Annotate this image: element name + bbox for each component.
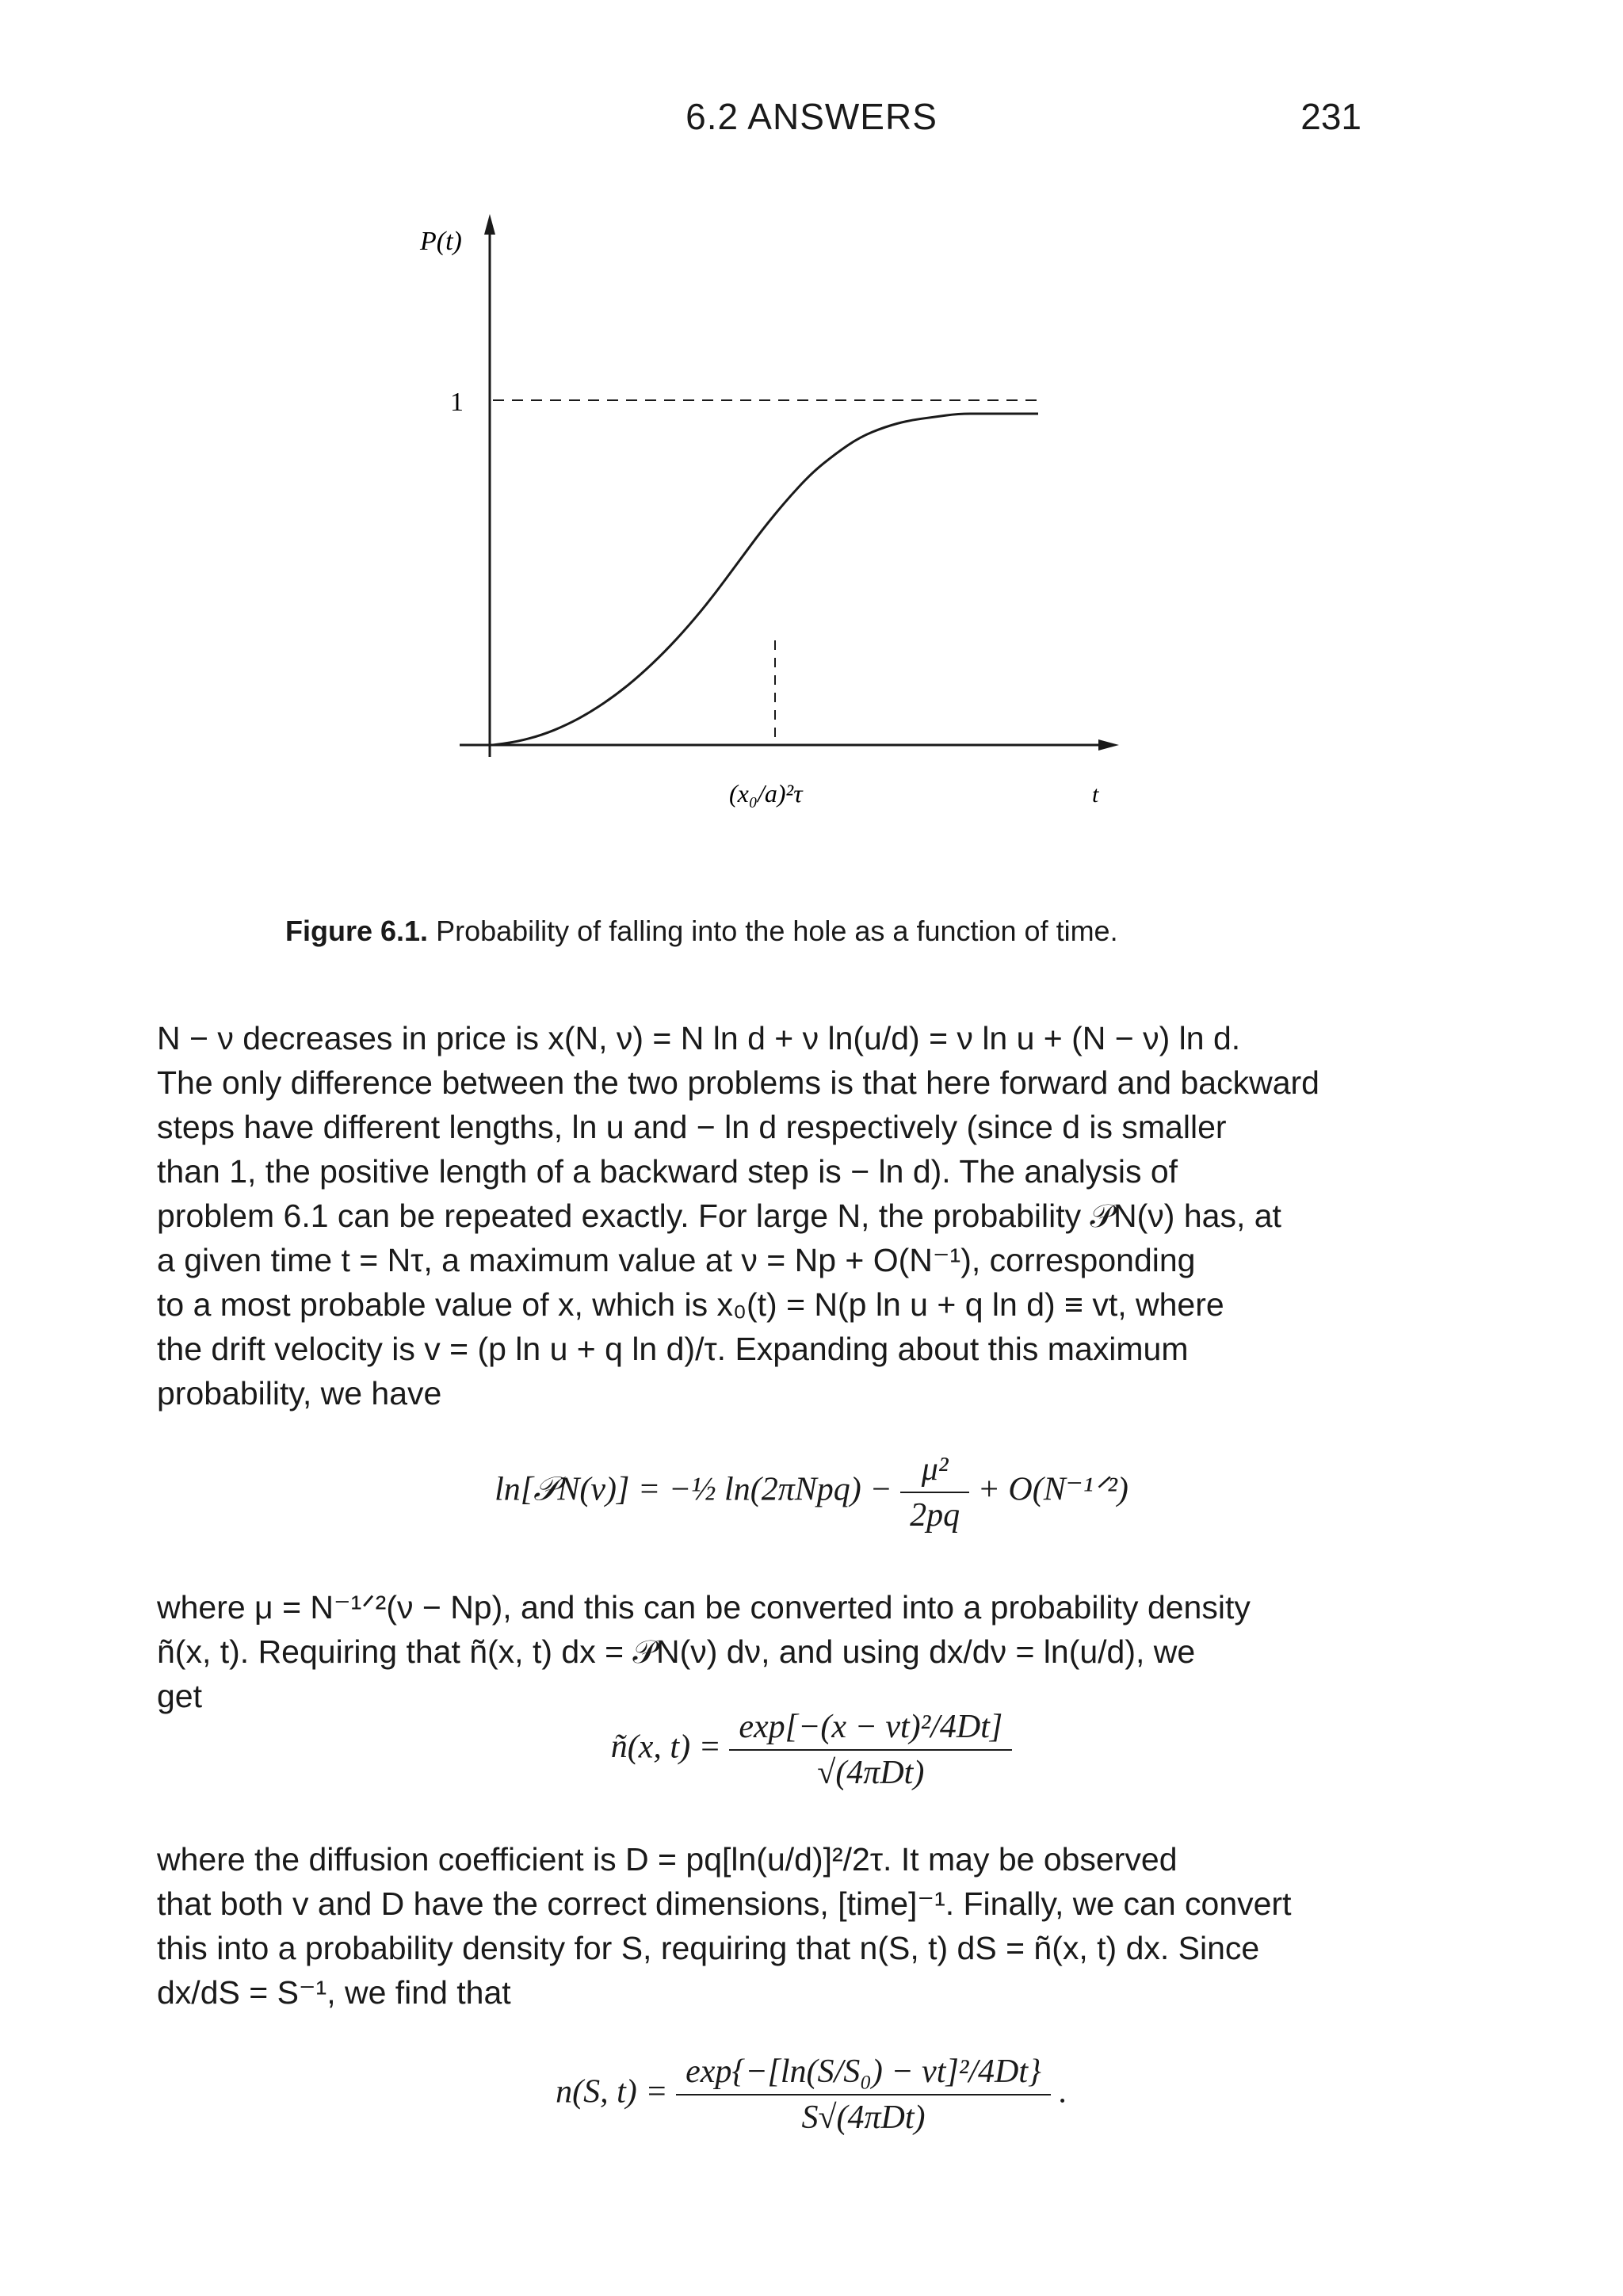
eq2-numerator: exp[−(x − vt)²/4Dt] — [729, 1708, 1012, 1751]
eq3-numerator: exp{−[ln(S/S₀) − vt]²/4Dt} — [676, 2053, 1051, 2095]
y-tick-label: 1 — [450, 388, 464, 417]
caption-text: Probability of falling into the hole as a function of time. — [436, 915, 1118, 947]
eq3-denominator: S√(4πDt) — [801, 2099, 926, 2136]
caption-label: Figure 6.1. — [285, 915, 429, 947]
x-axis-label: t — [1092, 781, 1099, 808]
text-line: than 1, the positive length of a backward step is − ln d). The analysis of — [157, 1153, 1178, 1190]
equation-3 — [0, 2053, 1623, 2137]
text-line: where μ = N⁻¹ᐟ²(ν − Np), and this can be converted into a probability density — [157, 1589, 1251, 1626]
eq1-numerator: μ² — [900, 1450, 969, 1493]
figure-caption — [285, 915, 1118, 948]
paragraph-2 — [157, 1585, 1361, 1718]
eq3-left: n(S, t) = — [556, 2073, 668, 2111]
equation-1 — [0, 1450, 1623, 1534]
y-axis-label: P(t) — [420, 227, 462, 256]
paragraph-1 — [157, 1016, 1361, 1415]
y-axis-arrow — [484, 214, 495, 235]
eq2-fraction — [729, 1708, 1012, 1792]
text-line: dx/dS = S⁻¹, we find that — [157, 1974, 511, 2011]
text-line: a given time t = Nτ, a maximum value at ν = Np + O(N⁻¹), corresponding — [157, 1242, 1196, 1278]
text-line: problem 6.1 can be repeated exactly. For large N, the probability 𝒫N(ν) has, at — [157, 1198, 1281, 1234]
text-line: The only difference between the two problems is that here forward and backward — [157, 1064, 1319, 1101]
text-line: to a most probable value of x, which is x₀(t) = N(p ln u + q ln d) ≡ vt, where — [157, 1286, 1224, 1323]
eq1-fraction — [900, 1450, 969, 1534]
text-line: the drift velocity is v = (p ln u + q ln d)/τ. Expanding about this maximum — [157, 1331, 1189, 1367]
eq3-end: . — [1059, 2073, 1067, 2111]
text-line: probability, we have — [157, 1375, 442, 1412]
x-marker-label: (x₀/a)²τ — [729, 779, 803, 808]
text-line: get — [157, 1678, 202, 1714]
eq1-denominator: 2pq — [910, 1497, 960, 1534]
probability-figure — [0, 0, 1623, 888]
running-header: 6.2 ANSWERS — [685, 96, 938, 137]
eq2-denominator: √(4πDt) — [817, 1755, 925, 1791]
eq1-right: + O(N⁻¹ᐟ²) — [977, 1471, 1128, 1508]
page-number: 231 — [1300, 96, 1361, 137]
text-line: where the diffusion coefficient is D = pq[ln(u/d)]²/2τ. It may be observed — [157, 1841, 1178, 1878]
equation-2 — [0, 1708, 1623, 1792]
paragraph-3 — [157, 1837, 1361, 2015]
text-line: this into a probability density for S, requiring that n(S, t) dS = ñ(x, t) dx. Since — [157, 1930, 1260, 1966]
text-line: steps have different lengths, ln u and − ln d respectively (since d is smaller — [157, 1109, 1227, 1145]
text-line: that both v and D have the correct dimensions, [time]⁻¹. Finally, we can convert — [157, 1885, 1292, 1922]
text-line: ñ(x, t). Requiring that ñ(x, t) dx = 𝒫N(ν) dν, and using dx/dν = ln(u/d), we — [157, 1633, 1196, 1670]
eq1-left: ln[𝒫N(ν)] = −½ ln(2πNpq) − — [495, 1471, 892, 1508]
x-axis-arrow — [1098, 739, 1119, 751]
eq3-fraction — [676, 2053, 1051, 2137]
probability-curve — [493, 414, 983, 745]
text-line: N − ν decreases in price is x(N, ν) = N ln d + ν ln(u/d) = ν ln u + (N − ν) ln d. — [157, 1020, 1241, 1056]
eq2-left: ñ(x, t) = — [610, 1729, 721, 1766]
